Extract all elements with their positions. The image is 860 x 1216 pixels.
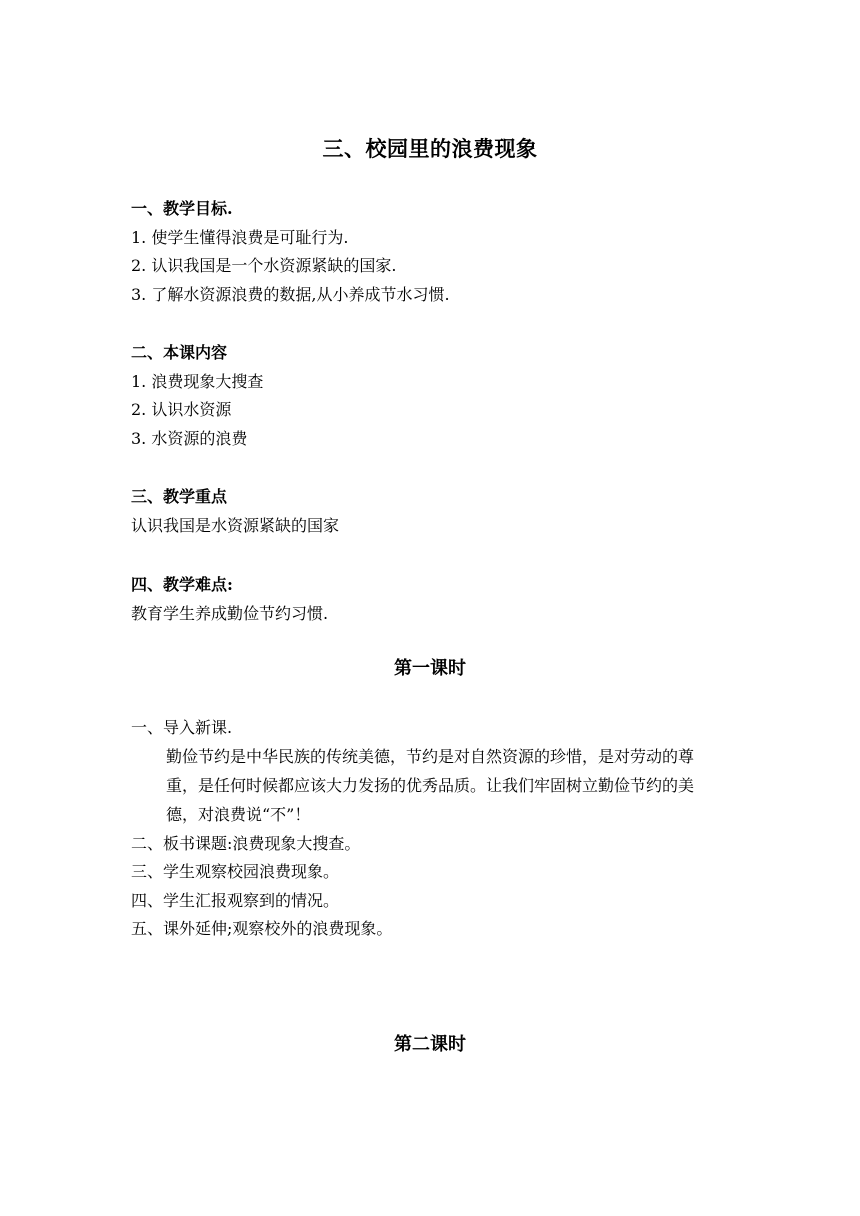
objective-item: 1. 使学生懂得浪费是可耻行为. — [131, 228, 349, 247]
lesson1-paragraph-line: 德，对浪费说“不”！ — [166, 805, 311, 824]
lesson1-step: 二、板书课题:浪费现象大搜查。 — [131, 834, 361, 853]
content-item: 3. 水资源的浪费 — [131, 429, 248, 448]
lesson1-step: 五、课外延伸;观察校外的浪费现象。 — [131, 919, 393, 938]
content-item: 2. 认识水资源 — [131, 400, 232, 419]
objective-item: 2. 认识我国是一个水资源紧缺的国家. — [131, 256, 397, 275]
section-heading-difficulties: 四、教学难点: — [131, 575, 233, 594]
lesson1-step: 四、学生汇报观察到的情况。 — [131, 891, 340, 910]
lesson1-paragraph-line: 重，是任何时候都应该大力发扬的优秀品质。让我们牢固树立勤俭节约的美 — [166, 776, 695, 795]
lesson1-paragraph-line: 勤俭节约是中华民族的传统美德，节约是对自然资源的珍惜，是对劳动的尊 — [166, 747, 695, 766]
document-title: 三、校园里的浪费现象 — [322, 136, 538, 161]
section-heading-objectives: 一、教学目标. — [131, 199, 233, 218]
lesson1-heading: 第一课时 — [394, 658, 466, 679]
lesson1-step-intro: 一、导入新课. — [131, 718, 233, 737]
key-point-text: 认识我国是水资源紧缺的国家 — [131, 516, 340, 535]
lesson2-heading: 第二课时 — [394, 1034, 466, 1055]
section-heading-content: 二、本课内容 — [131, 343, 228, 362]
lesson1-step: 三、学生观察校园浪费现象。 — [131, 862, 340, 881]
objective-item: 3. 了解水资源浪费的数据,从小养成节水习惯. — [131, 285, 450, 304]
section-heading-key-points: 三、教学重点 — [131, 487, 228, 506]
difficulty-text: 教育学生养成勤俭节约习惯. — [131, 604, 329, 623]
content-item: 1. 浪费现象大搜查 — [131, 372, 264, 391]
